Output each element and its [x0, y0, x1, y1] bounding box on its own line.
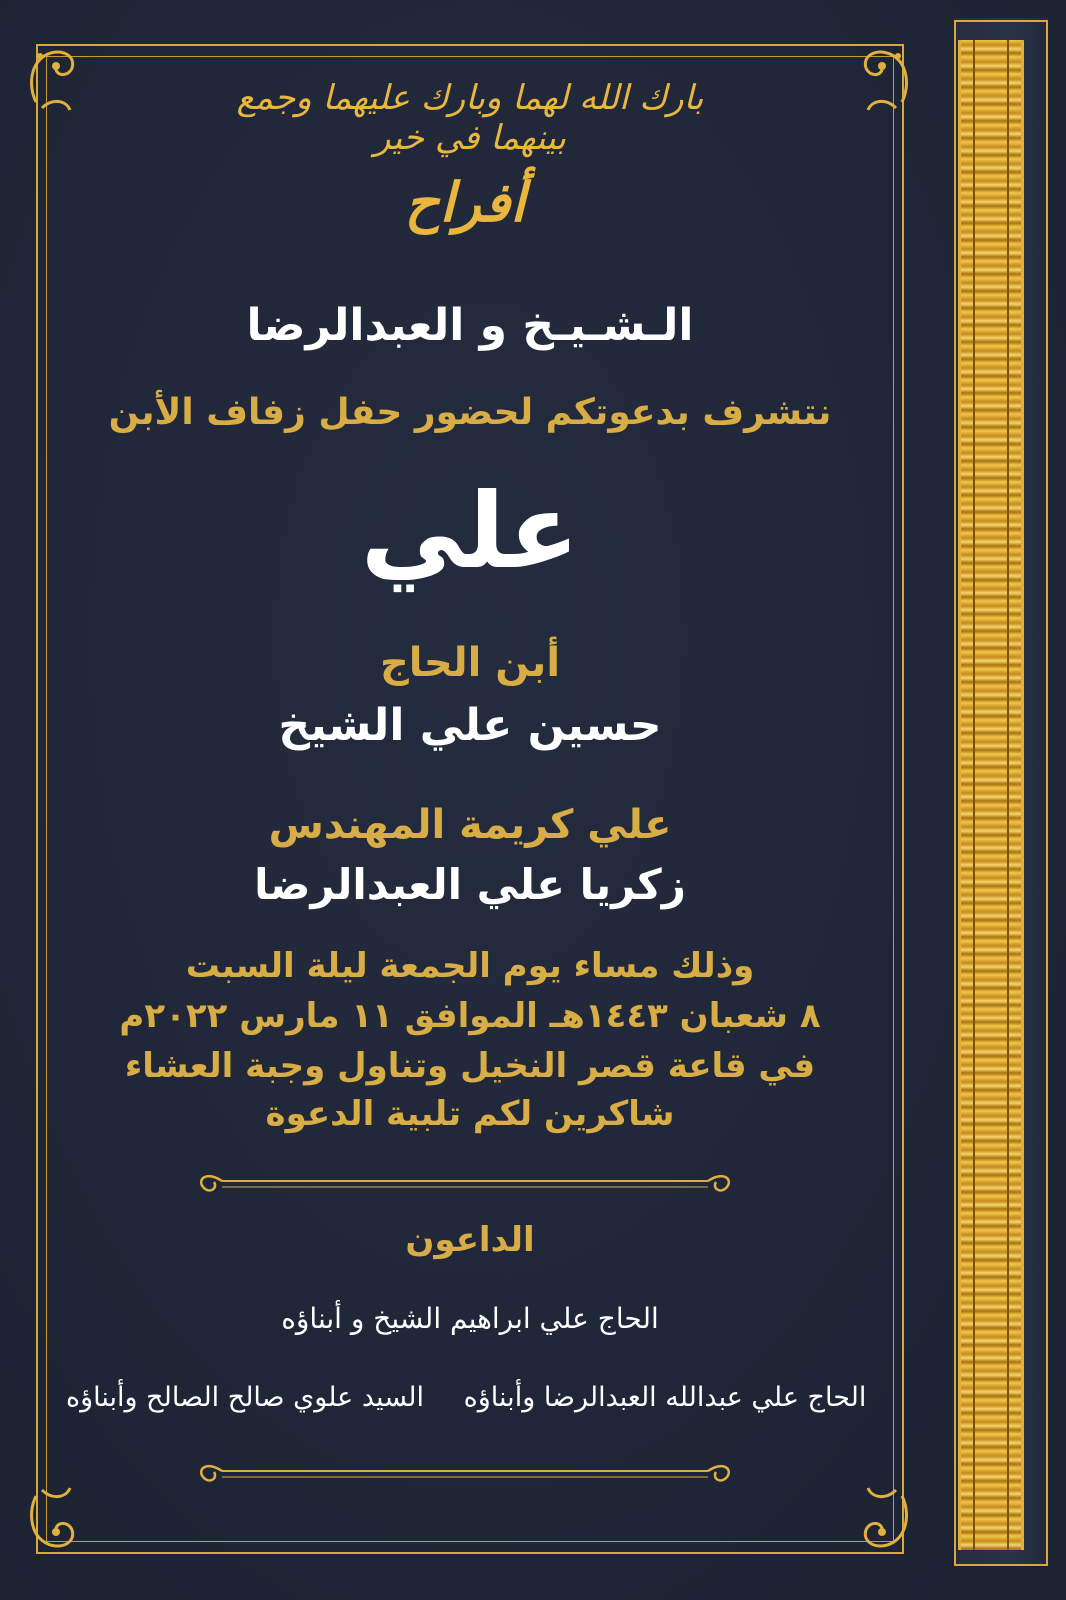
corner-ornament-top-right-icon	[838, 38, 916, 116]
invite-line: نتشرف بدعوتكم لحضور حفل زفاف الأبن	[108, 392, 832, 433]
corner-ornament-bottom-right-icon	[838, 1482, 916, 1560]
blessing-calligraphy: بارك الله لهما وبارك عليهما وجمع بينهما في خير	[236, 78, 704, 158]
families-title: الـشـيـخ و العبدالرضا	[246, 300, 694, 351]
ornament-divider-icon	[192, 1166, 738, 1196]
afrah-calligraphy: أفراح	[404, 170, 526, 234]
bride-father-name: زكريا علي العبدالرضا	[254, 860, 686, 909]
detail-line: ٨ شعبان ١٤٤٣هـ الموافق ١١ مارس ٢٠٢٢م	[119, 996, 821, 1036]
bride-label: علي كريمة المهندس	[268, 802, 672, 848]
detail-line: وذلك مساء يوم الجمعة ليلة السبت	[185, 946, 755, 986]
groom-name: علي	[360, 470, 580, 592]
groom-father-name: حسين علي الشيخ	[278, 700, 662, 751]
corner-ornament-bottom-left-icon	[22, 1482, 100, 1560]
detail-line: شاكرين لكم تلبية الدعوة	[265, 1094, 675, 1134]
side-panel-outline	[954, 20, 1048, 1566]
host-name: الحاج علي عبدالله العبدالرضا وأبناؤه	[463, 1382, 867, 1413]
host-name: السيد علوي صالح الصالح وأبناؤه	[65, 1382, 425, 1413]
corner-ornament-top-left-icon	[22, 38, 100, 116]
detail-line: في قاعة قصر النخيل وتناول وجبة العشاء	[124, 1046, 816, 1086]
ornament-divider-icon	[192, 1456, 738, 1486]
host-name: الحاج علي ابراهيم الشيخ و أبناؤه	[281, 1302, 659, 1335]
son-of-label: أبن الحاج	[379, 640, 561, 686]
hosts-title: الداعون	[405, 1220, 535, 1260]
